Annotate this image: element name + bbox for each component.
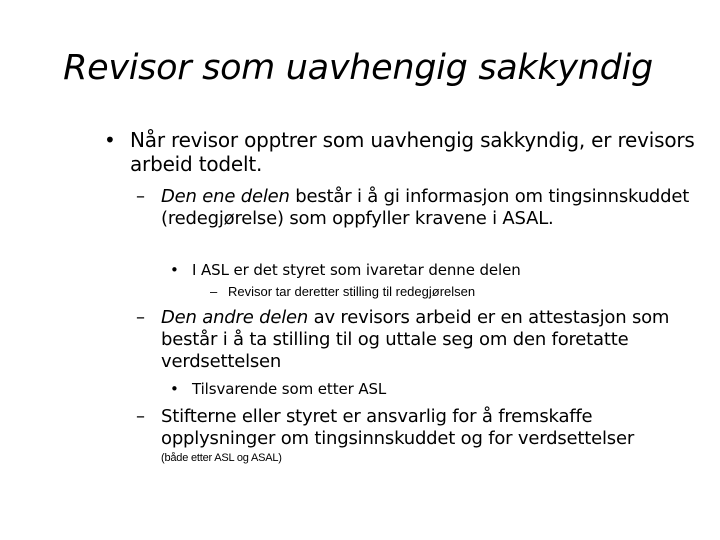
bullet-item-4: [210, 284, 690, 300]
bullet-item-6: [170, 380, 700, 399]
dash-bullet-icon: –: [136, 186, 145, 207]
bullet-text: [136, 186, 706, 230]
bullet-dot-icon: •: [170, 380, 179, 398]
bullet-item-1: [104, 128, 704, 176]
bullet-rest-text: av revisors arbeid er en attestasjon som består i å ta stilling til og uttale seg om den foretatte verdsettelsen: [161, 307, 670, 372]
slide-title: Revisor som uavhengig sakkyndig: [63, 48, 653, 88]
bullet-rest-text: består i å gi informasjon om tingsinnskuddet (redegjørelse) som oppfyller kravene i ASAL.: [161, 186, 690, 229]
dash-bullet-icon: –: [136, 307, 145, 328]
dash-bullet-icon: –: [210, 284, 218, 299]
bullet-text: I ASL er det styret som ivaretar denne delen: [192, 261, 521, 279]
bullet-text: Stifterne eller styret er ansvarlig for å fremskaffe opplysninger om tingsinnskuddet og for verdsettelser: [161, 406, 635, 449]
bullet-item-3: [170, 261, 700, 280]
bullet-item-2: [136, 186, 706, 230]
bullet-text: [136, 307, 706, 373]
bullet-text: Når revisor opptrer som uavhengig sakkyndig, er revisors arbeid todelt.: [130, 128, 695, 176]
dash-bullet-icon: –: [136, 406, 145, 427]
emphasis-text: Den ene delen: [161, 186, 290, 207]
bullet-item-5: [136, 307, 706, 373]
bullet-item-7: [136, 406, 706, 450]
bullet-dot-icon: •: [104, 128, 116, 152]
bullet-text: Revisor tar deretter stilling til redegjørelsen: [228, 284, 476, 299]
emphasis-text: Den andre delen: [161, 307, 309, 328]
bullet-dot-icon: •: [170, 261, 179, 279]
bullet-text: Tilsvarende som etter ASL: [192, 380, 387, 398]
footnote-text: (både etter ASL og ASAL): [161, 452, 282, 464]
